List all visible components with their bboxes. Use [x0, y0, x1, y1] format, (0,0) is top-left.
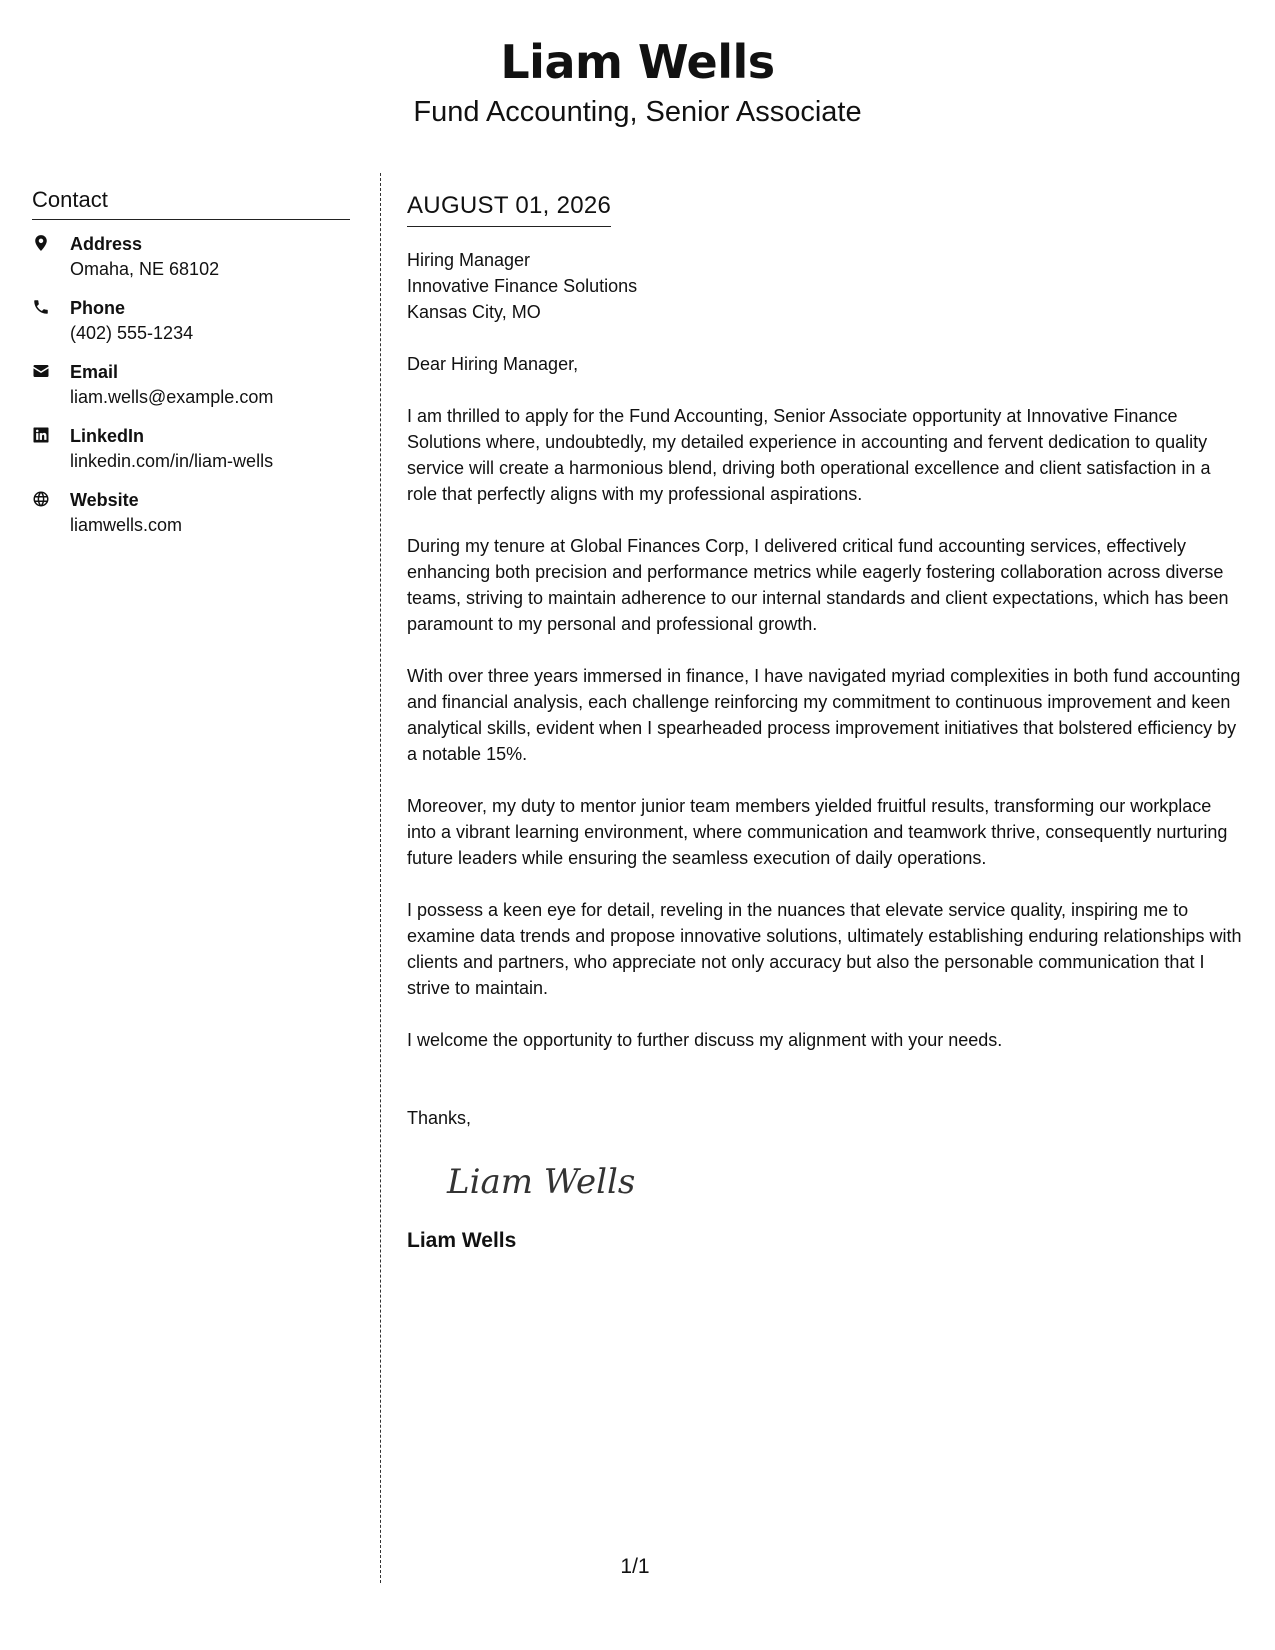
location-pin-icon — [32, 232, 70, 254]
applicant-name: Liam Wells — [500, 35, 775, 89]
recipient-line: Hiring Manager — [407, 250, 531, 270]
envelope-icon — [32, 360, 70, 382]
contact-item-address — [32, 232, 350, 282]
contact-sidebar — [32, 185, 350, 552]
contact-label: Email — [70, 362, 119, 382]
contact-value: (402) 555-1234 — [70, 323, 194, 343]
body-paragraph: With over three years immersed in finance, I have navigated myriad complexities in both fund accounting and financial analysis, each challenge reinforcing my commitment to continuous improvement and keen analytical skills, evident when I spearheaded process improvement initiatives that bolstered efficiency by a notable 15%. — [407, 666, 1241, 764]
phone-icon — [32, 296, 70, 318]
body-paragraph: I welcome the opportunity to further discuss my alignment with your needs. — [407, 1030, 1003, 1050]
svg-text:Liam Wells: Liam Wells — [447, 1162, 636, 1202]
recipient-line: Kansas City, MO — [407, 302, 541, 322]
contact-label: Website — [70, 490, 139, 510]
recipient-block — [407, 247, 1245, 325]
contact-label: Phone — [70, 298, 126, 318]
signer-name: Liam Wells — [407, 1229, 517, 1252]
contact-item-linkedin — [32, 424, 350, 474]
contact-item-website — [32, 488, 350, 538]
contact-label: LinkedIn — [70, 426, 145, 446]
contact-value: liamwells.com — [70, 515, 183, 535]
page-number: 1/1 — [620, 1555, 650, 1578]
signature-graphic — [443, 1153, 643, 1213]
body-paragraph: During my tenure at Global Finances Corp, I delivered critical fund accounting services, effectively enhancing both precision and performance metrics while eagerly fostering collaboration across diverse teams, striving to maintain adherence to our internal standards and client expectations, which has been paramount to my personal and professional growth. — [407, 536, 1229, 634]
body-paragraph: Moreover, my duty to mentor junior team members yielded fruitful results, transforming our workplace into a vibrant learning environment, where communication and teamwork thrive, consequently nurturing future leaders while ensuring the seamless execution of daily operations. — [407, 796, 1228, 868]
contact-value: liam.wells@example.com — [70, 387, 274, 407]
salutation: Dear Hiring Manager, — [407, 354, 579, 374]
contact-value: linkedin.com/in/liam-wells — [70, 451, 274, 471]
column-divider — [380, 173, 381, 1583]
contact-item-phone — [32, 296, 350, 346]
contact-value: Omaha, NE 68102 — [70, 259, 220, 279]
contact-item-email — [32, 360, 350, 410]
letter-date: AUGUST 01, 2026 — [407, 190, 611, 227]
closing: Thanks, — [407, 1108, 472, 1128]
letter-header — [0, 32, 1275, 132]
globe-icon — [32, 488, 70, 510]
applicant-job-title: Fund Accounting, Senior Associate — [413, 96, 862, 128]
letter-body — [407, 190, 1245, 1255]
contact-heading: Contact — [32, 185, 350, 220]
recipient-line: Innovative Finance Solutions — [407, 276, 638, 296]
body-paragraph: I am thrilled to apply for the Fund Accounting, Senior Associate opportunity at Innovative Finance Solutions where, undoubtedly, my detailed experience in accounting and fervent dedication to quality service will create a harmonious blend, driving both operational excellence and client satisfaction in a role that perfectly aligns with my professional aspirations. — [407, 406, 1211, 504]
contact-label: Address — [70, 234, 143, 254]
linkedin-icon — [32, 424, 70, 446]
body-paragraph: I possess a keen eye for detail, reveling in the nuances that elevate service quality, inspiring me to examine data trends and propose innovative solutions, ultimately establishing enduring relationships with clients and partners, who appreciate not only accuracy but also the personable communication that I strive to maintain. — [407, 900, 1242, 998]
handwritten-signature — [443, 1153, 1245, 1215]
